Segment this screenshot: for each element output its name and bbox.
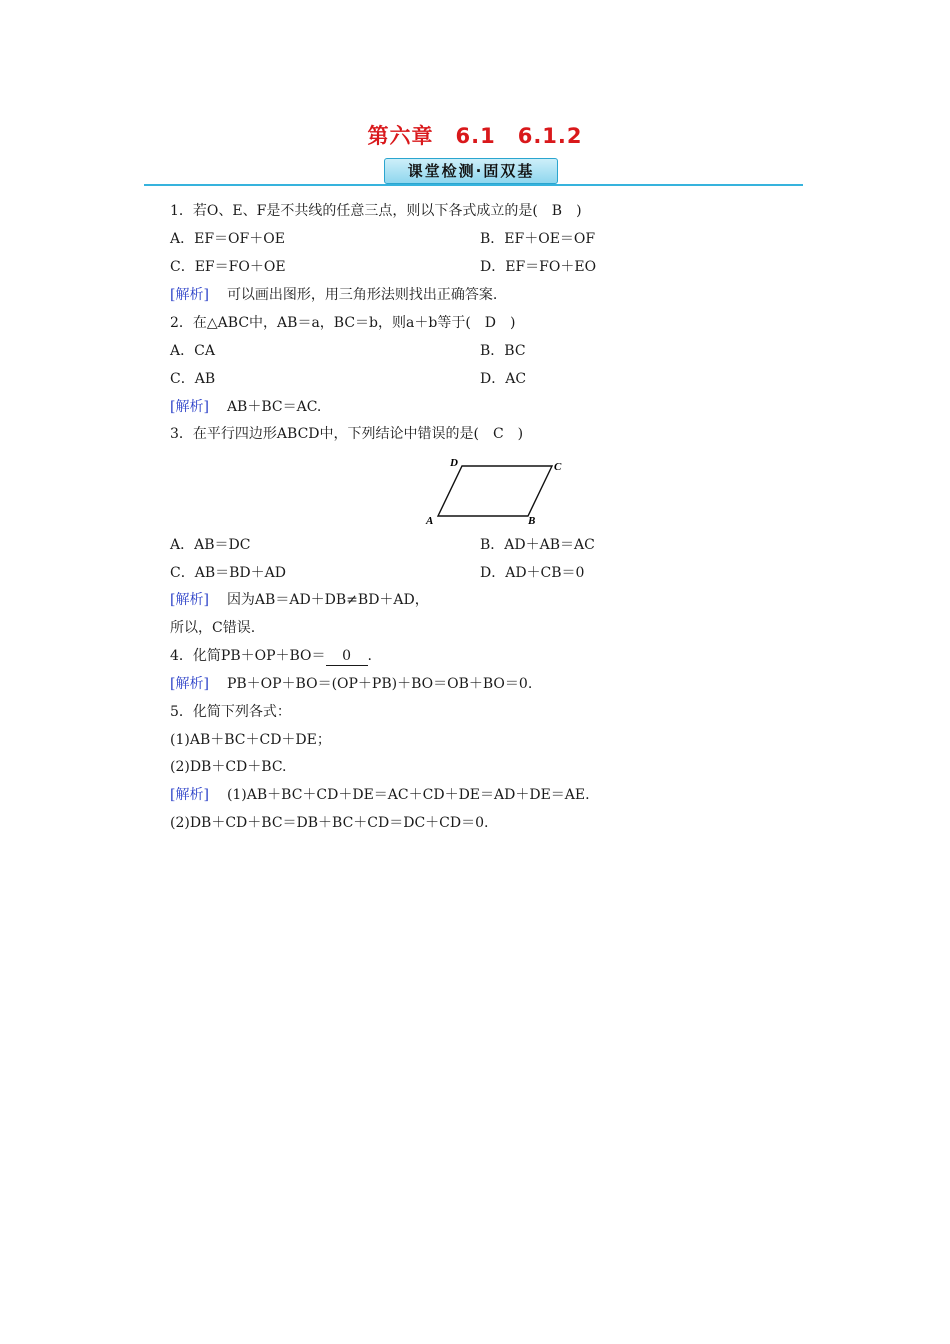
subsection-label: 6.1.2 [517,124,583,148]
q1-option-b: B．EF＋OE＝OF [480,231,596,247]
analysis-tag: [解析] [170,676,209,692]
q5-analysis-text: (1)AB＋BC＋CD＋DE＝AC＋CD＋DE＝AD＋DE＝AE. [226,787,590,803]
q2-analysis [170,397,321,417]
section-label: 6.1 [455,124,496,148]
section-banner: 课堂检测·固双基 [384,158,558,184]
page-title [0,120,950,150]
chapter-label: 第六章 [367,124,434,148]
q4-answer-blank: 0 [326,647,368,666]
q1-option-a: A．EF＝OF＋OE [170,231,285,247]
analysis-tag: [解析] [170,399,209,415]
q5-stem: 5．化简下列各式： [170,704,291,720]
vertex-label-d: D [450,457,458,469]
q3-analysis-text: 因为AB＝AD＋DB≠BD＋AD， [226,592,429,608]
q3-stem: 3．在平行四边形ABCD中，下列结论中错误的是( C ) [170,426,524,442]
q3-analysis-cont: 所以，C错误. [170,620,256,636]
q5-part-1: (1)AB＋BC＋CD＋DE； [170,732,331,748]
vertex-label-c: C [554,461,562,473]
q1-analysis-text: 可以画出图形，用三角形法则找出正确答案. [226,287,498,303]
q1-stem: 1．若O、E、F是不共线的任意三点，则以下各式成立的是( B ) [170,203,582,219]
q2-option-a: A．CA [170,343,215,359]
header-divider [144,184,803,186]
q2-analysis-text: AB＋BC＝AC. [226,399,322,415]
q2-option-c: C．AB [170,371,216,387]
q4-stem-prefix: 4．化简PB＋OP＋BO＝ [170,648,326,664]
q3-analysis [170,590,429,610]
vertex-label-b: B [528,515,536,527]
q5-part-2: (2)DB＋CD＋BC. [170,759,287,775]
q1-option-d: D．EF＝FO＋EO [480,259,597,275]
q4-stem [170,646,372,666]
q3-option-a: A．AB＝DC [170,537,251,553]
q1-analysis [170,285,497,305]
q5-analysis [170,785,590,805]
q1-option-c: C．EF＝FO＋OE [170,259,286,275]
analysis-tag: [解析] [170,592,209,608]
analysis-tag: [解析] [170,787,209,803]
parallelogram-shape [438,466,552,516]
q2-stem: 2．在△ABC中，AB＝a，BC＝b，则a＋b等于( D ) [170,315,516,331]
q3-option-b: B．AD＋AB＝AC [480,537,595,553]
q4-stem-suffix: . [367,648,372,664]
q5-analysis-cont: (2)DB＋CD＋BC＝DB＋BC＋CD＝DC＋CD＝0. [170,815,489,831]
analysis-tag: [解析] [170,287,209,303]
q2-option-d: D．AC [480,371,527,387]
q4-analysis-text: PB＋OP＋BO＝(OP＋PB)＋BO＝OB＋BO＝0. [226,676,533,692]
q2-option-b: B．BC [480,343,526,359]
parallelogram-figure [420,452,570,528]
q4-analysis [170,674,532,694]
q3-option-c: C．AB＝BD＋AD [170,565,286,581]
vertex-label-a: A [426,515,434,527]
q3-option-d: D．AD＋CB＝0 [480,565,585,581]
